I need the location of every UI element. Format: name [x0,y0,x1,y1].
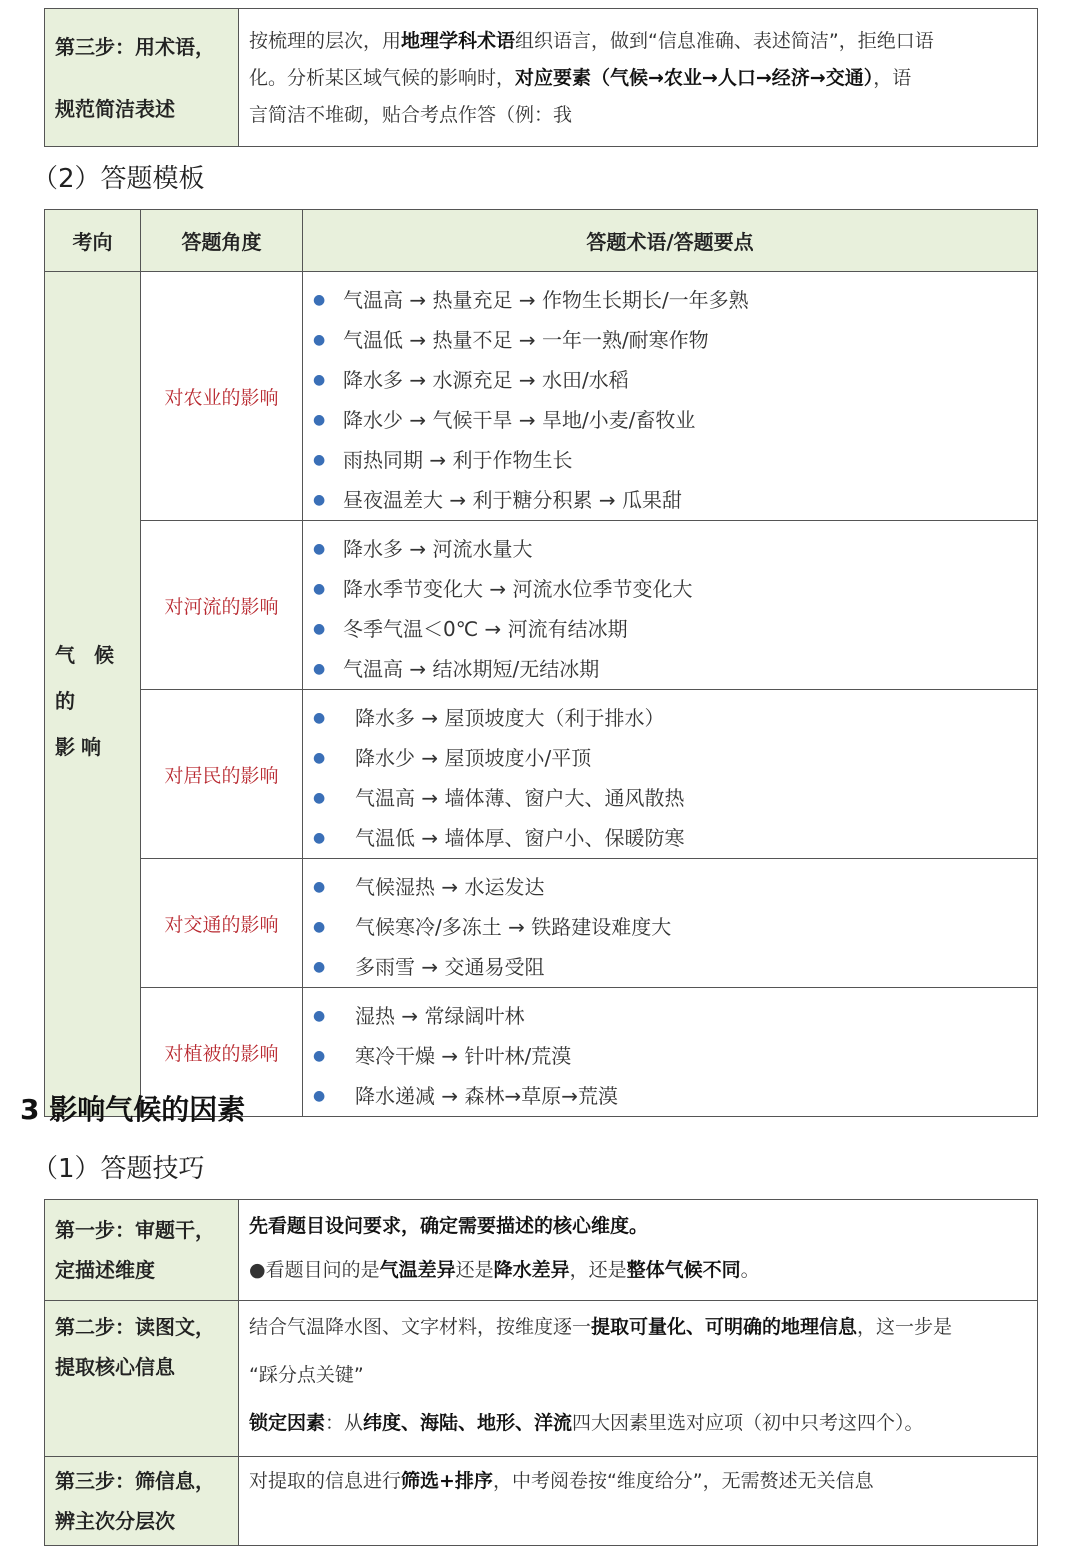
angle-vegetation: 对植被的影响 [141,988,303,1117]
top-step-table [44,8,1038,147]
category-line1: 气 候 的 [55,643,120,713]
text: 组织语言，做到“信息准确、表述简洁”，拒绝口语 [515,30,934,52]
items-river [303,521,1038,690]
section3-title: 3 影响气候的因素 [20,1093,246,1126]
bullet-icon: ● [313,492,326,508]
text: 先看题目设问要求，确定需要描述的核心维度。 [249,1215,649,1237]
items-transport [303,859,1038,988]
category-climate-impact [45,272,141,1117]
list-item: ● 降水多 → 河流水量大 [303,529,1037,569]
list-item: ● 气候湿热 → 水运发达 [303,867,1037,907]
step3-label-line2: 规范简洁表述 [55,96,175,121]
list-item: ● 降水递减 → 森林→草原→荒漠 [303,1076,1037,1116]
bullet-icon: ● [313,581,326,597]
label-line: 第一步：审题干， [55,1218,215,1242]
label-line: 辨主次分层次 [55,1509,175,1533]
tip-step3-content: 对提取的信息进行筛选+排序，中考阅卷按“维度给分”，无需赘述无关信息 [239,1457,1038,1546]
bullet-icon: ● [313,879,326,895]
list-item: ● 气候寒冷/多冻土 → 铁路建设难度大 [303,907,1037,947]
bold-term: 地理学科术语 [401,30,516,52]
bullet-icon: ● [313,621,326,637]
angle-agriculture: 对农业的影响 [141,272,303,521]
bullet-icon: ● [313,541,326,557]
header-direction: 考向 [45,210,141,272]
angle-residents: 对居民的影响 [141,690,303,859]
tip-step3-label [45,1457,239,1546]
tip-step1-label [45,1200,239,1301]
items-vegetation [303,988,1038,1117]
text: “踩分点关键” [249,1364,364,1386]
bullet-icon: ● [313,959,326,975]
label-line: 第二步：读图文， [55,1315,215,1339]
heading-tips: （1）答题技巧 [32,1154,205,1184]
tip-step2-content: 结合气温降水图、文字材料，按维度逐一提取可量化、可明确的地理信息，这一步是 “踩分点关键” 锁定因素：从纬度、海陆、地形、洋流四大因素里选对应项（初中只考这四个）。 [239,1301,1038,1457]
bold-term: 对应要素（气候→农业→人口→经济→交通） [515,67,874,89]
list-item: ● 气温高 → 热量充足 → 作物生长期长/一年多熟 [303,280,1037,320]
list-item: ● 降水季节变化大 → 河流水位季节变化大 [303,569,1037,609]
bullet-icon: ● [313,661,326,677]
bullet-icon: ● [313,1088,326,1104]
angle-river: 对河流的影响 [141,521,303,690]
label-line: 第三步：筛信息， [55,1469,215,1493]
list-item: ● 降水少 → 气候干旱 → 旱地/小麦/畜牧业 [303,400,1037,440]
header-angle: 答题角度 [141,210,303,272]
bullet-icon: ● [313,1008,326,1024]
bullet-icon: ● [313,332,326,348]
bullet-icon: ● [313,452,326,468]
text: 按梳理的层次，用 [249,30,402,52]
step3-label-line1: 第三步：用术语， [55,34,215,59]
label-line: 提取核心信息 [55,1355,175,1379]
list-item: ● 降水多 → 屋顶坡度大（利于排水） [303,698,1037,738]
step3-label [45,9,239,147]
text: ，语 [873,67,912,89]
list-item: ● 昼夜温差大 → 利于糖分积累 → 瓜果甜 [303,480,1037,520]
list-item: ● 气温高 → 结冰期短/无结冰期 [303,649,1037,689]
list-item: ● 冬季气温＜0℃ → 河流有结冰期 [303,609,1037,649]
list-item: ● 雨热同期 → 利于作物生长 [303,440,1037,480]
heading-template: （2）答题模板 [32,164,205,194]
list-item: ● 降水多 → 水源充足 → 水田/水稻 [303,360,1037,400]
list-item: ● 湿热 → 常绿阔叶林 [303,996,1037,1036]
bullet-icon: ● [313,292,326,308]
bullet-icon: ● [313,372,326,388]
bullet-icon: ● [313,1048,326,1064]
items-residents [303,690,1038,859]
bullet-icon: ● [313,750,326,766]
header-points: 答题术语/答题要点 [303,210,1038,272]
tip-step2-label [45,1301,239,1457]
text: 化。分析某区域气候的影响时， [249,67,516,89]
list-item: ● 气温高 → 墙体薄、窗户大、通风散热 [303,778,1037,818]
list-item: ● 气温低 → 热量不足 → 一年一熟/耐寒作物 [303,320,1037,360]
tip-step1-content: 先看题目设问要求，确定需要描述的核心维度。 ●看题目问的是气温差异还是降水差异，还是整体气候不同。 [239,1200,1038,1301]
list-item: ● 多雨雪 → 交通易受阻 [303,947,1037,987]
bullet-icon: ● [313,790,326,806]
bullet-icon: ● [313,919,326,935]
label-line: 定描述维度 [55,1258,155,1282]
bullet-icon: ● [313,412,326,428]
step3-content [239,9,1038,147]
list-item: ● 寒冷干燥 → 针叶林/荒漠 [303,1036,1037,1076]
tips-table [44,1199,1038,1546]
answer-template-table [44,209,1038,1117]
text: 言简洁不堆砌，贴合考点作答（例：我 [249,104,573,126]
bullet-icon: ● [313,830,326,846]
list-item: ● 降水少 → 屋顶坡度小/平顶 [303,738,1037,778]
list-item: ● 气温低 → 墙体厚、窗户小、保暖防寒 [303,818,1037,858]
bullet-icon: ● [313,710,326,726]
angle-transport: 对交通的影响 [141,859,303,988]
category-line2: 影响 [55,735,107,759]
items-agriculture [303,272,1038,521]
